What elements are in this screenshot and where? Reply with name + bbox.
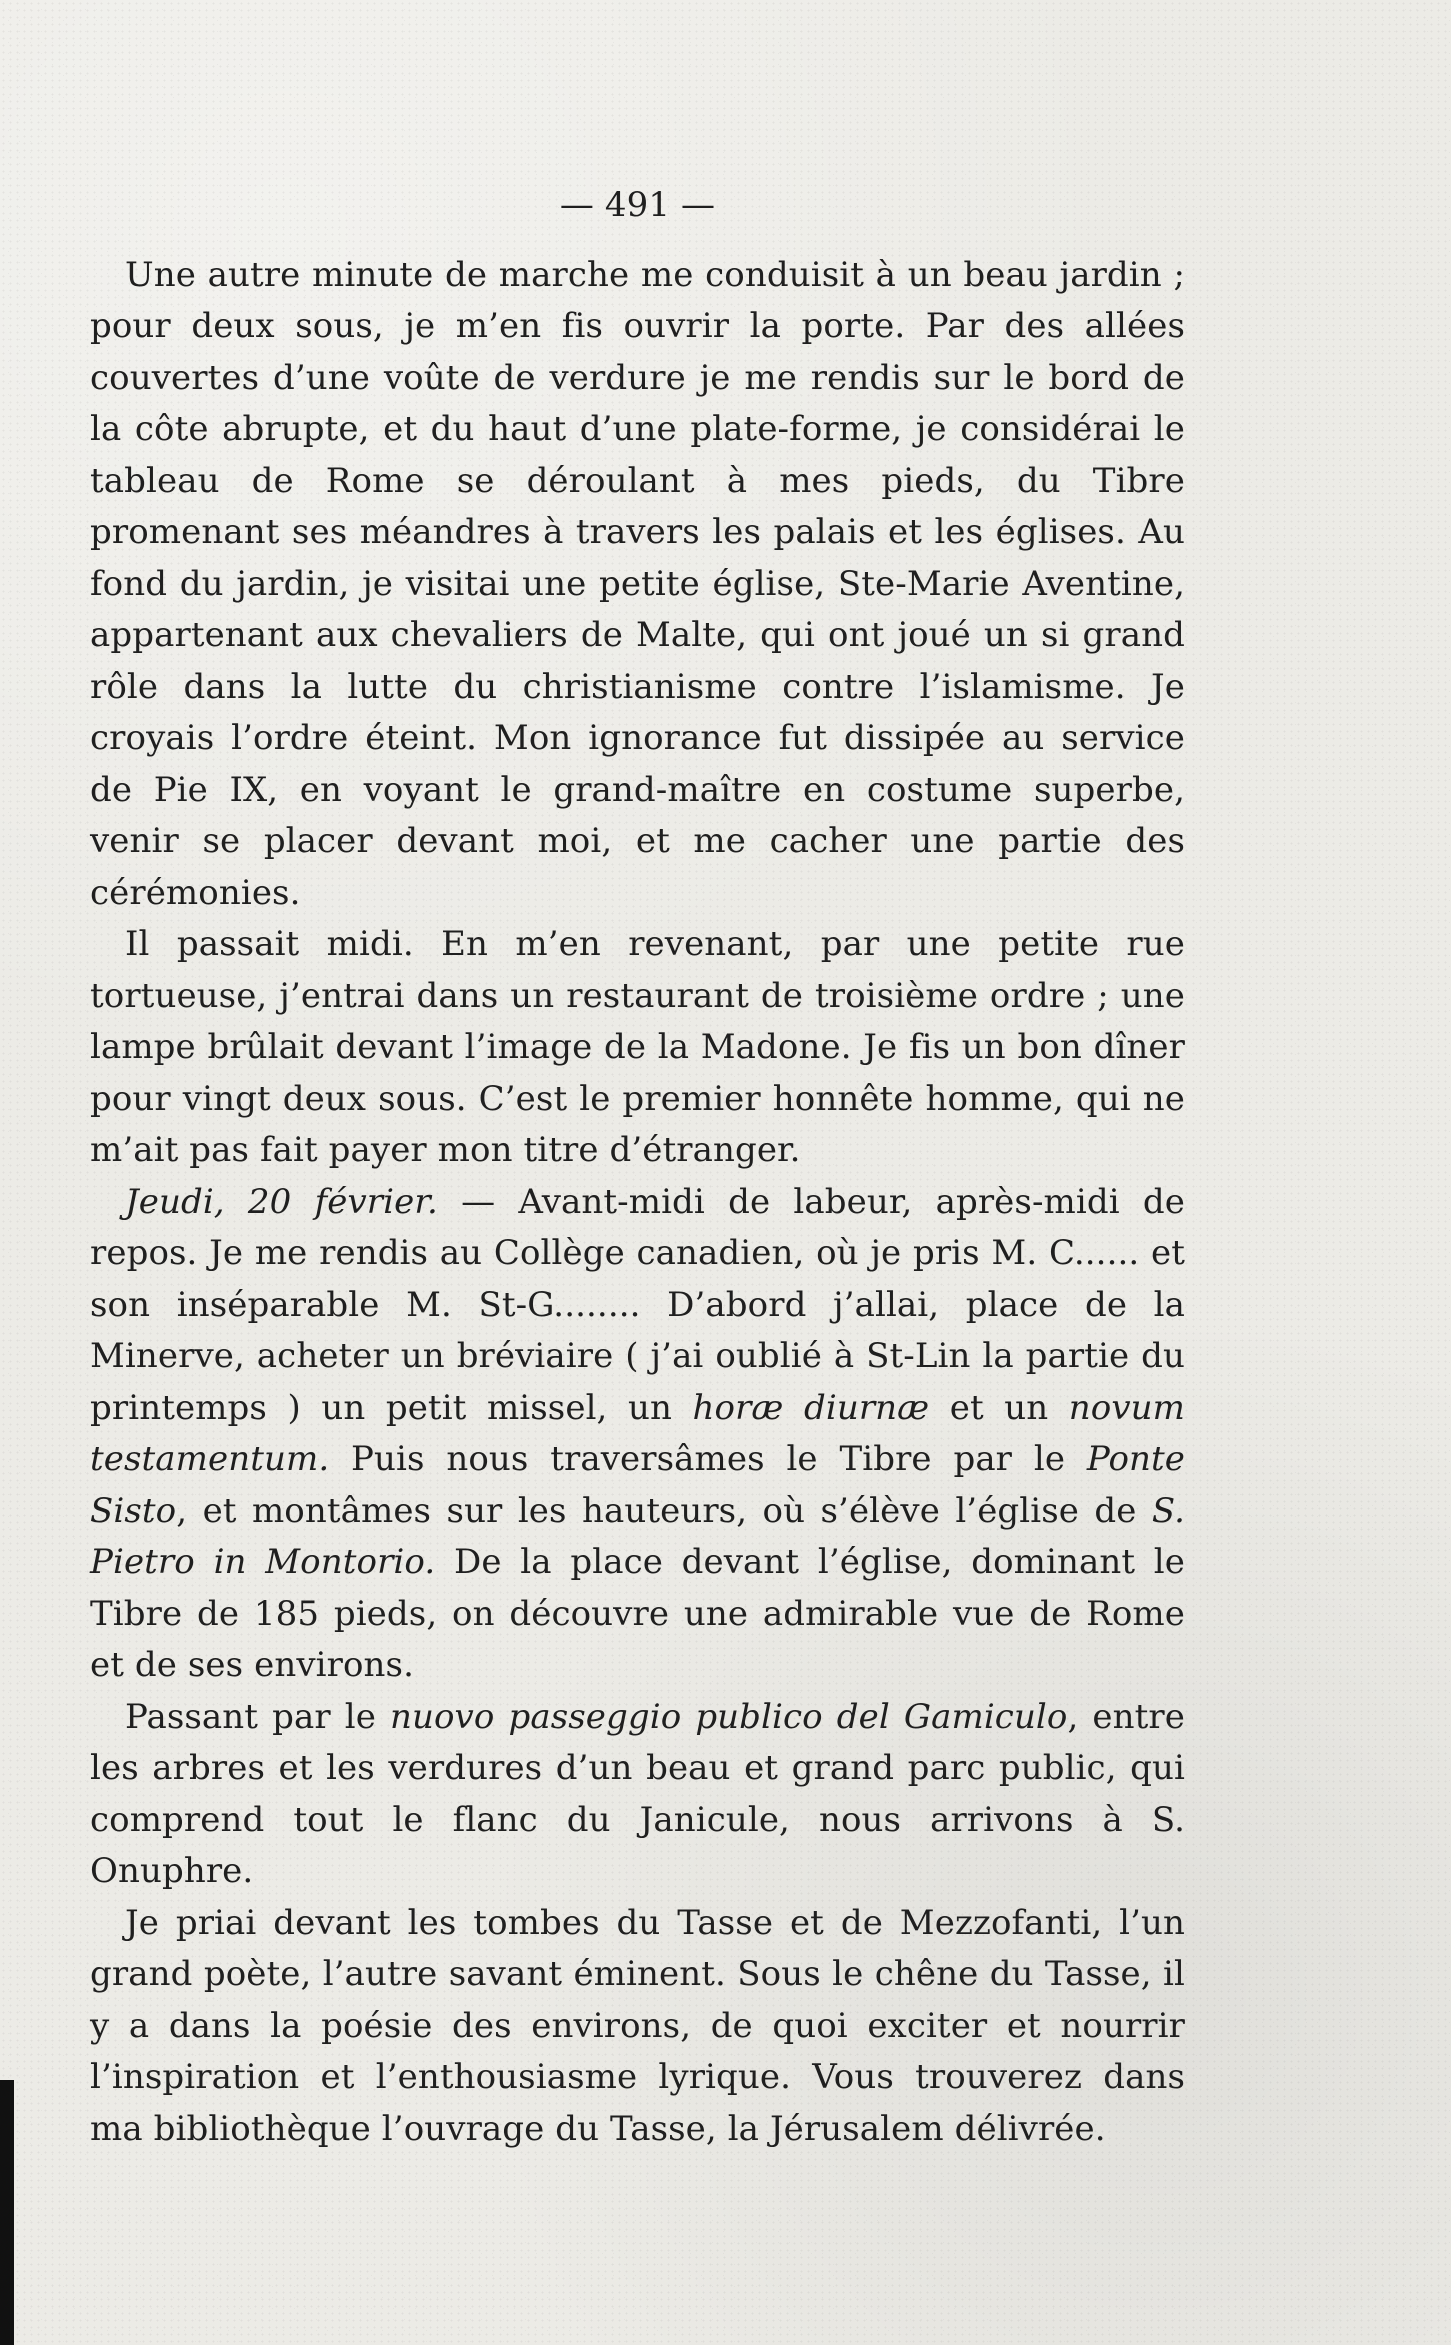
paragraph-restaurant: Il passait midi. En m’en revenant, par une petite rue tortueuse, j’entrai dans un restaurant de troisième ordre ; une lampe brûlait devant l’image de la Madone. Je fis un bon dîner pour vingt deux sous. C’est le premier honnête homme, qui ne m’ait pas fait payer mon titre d’étranger. bbox=[90, 924, 1185, 1170]
passeggio-suffix: , entre les arbres et les verdures d’un beau et grand parc public, qui comprend tout le flanc du Janicule, nous arrivons à S. Onuphre. bbox=[90, 1696, 1185, 1891]
page-number: — 491 — bbox=[559, 185, 716, 225]
journal-latin-horae: horæ diurnæ bbox=[692, 1387, 930, 1428]
journal-san-pietro: S. Pietro in Montorio. bbox=[90, 1490, 1185, 1582]
journal-entry-thursday bbox=[90, 1177, 1185, 1692]
journal-text-2: et un bbox=[929, 1387, 1069, 1428]
journal-text-5: De la place devant l’église, dominant le Tibre de 185 pieds, on découvre une admirable vue de Rome et de ses environs. bbox=[90, 1542, 1186, 1685]
scan-edge-mark bbox=[0, 2080, 14, 2345]
journal-text-4: , et montâmes sur les hauteurs, où s’élève l’église de bbox=[176, 1490, 1152, 1531]
journal-text-1: — Avant-midi de labeur, après-midi de repos. Je me rendis au Collège canadien, où je pris M. C...... et son inséparable M. St-G........ D’abord j’allai, place de la Minerve, acheter un bréviaire ( j’ai oublié à St-Lin la partie du printemps ) un petit missel, un bbox=[90, 1181, 1185, 1428]
journal-text-3: Puis nous traversâmes le Tibre par le bbox=[329, 1439, 1087, 1479]
journal-latin-novum: novum testamentum. bbox=[90, 1387, 1186, 1479]
page-text bbox=[90, 180, 1185, 2155]
paragraph-passeggio bbox=[90, 1692, 1185, 1898]
passeggio-italic: nuovo passeggio publico del Gamiculo bbox=[389, 1696, 1068, 1737]
journal-ponte-sisto: Ponte Sisto bbox=[90, 1439, 1185, 1531]
paragraph-tombs: Je priai devant les tombes du Tasse et de Mezzofanti, l’un grand poète, l’autre savant éminent. Sous le chêne du Tasse, il y a dans la poésie des environs, de quoi exciter et nourrir l’inspiration et l’enthousiasme lyrique. Vous trouverez dans ma bibliothèque l’ouvrage du Tasse, la Jérusalem délivrée. bbox=[90, 1902, 1185, 2149]
passeggio-prefix: Passant par le bbox=[125, 1696, 390, 1737]
journal-date: Jeudi, 20 février. bbox=[125, 1181, 438, 1222]
paragraph-garden: Une autre minute de marche me conduisit à un beau jardin ; pour deux sous, je m’en fis ouvrir la porte. Par des allées couvertes d’une voûte de verdure je me rendis sur le bord de la côte abrupte, et du haut d’une plate-forme, je considérai le tableau de Rome se déroulant à mes pieds, du Tibre promenant ses méandres à travers les palais et les églises. Au fond du jardin, je visitai une petite église, Ste-Marie Aventine, appartenant aux chevaliers de Malte, qui ont joué un si grand rôle dans la lutte du christianisme contre l’islamisme. Je croyais l’ordre éteint. Mon ignorance fut dissipée au service de Pie IX, en voyant le grand-maître en costume superbe, venir se placer devant moi, et me cacher une partie des cérémonies. bbox=[90, 254, 1185, 913]
